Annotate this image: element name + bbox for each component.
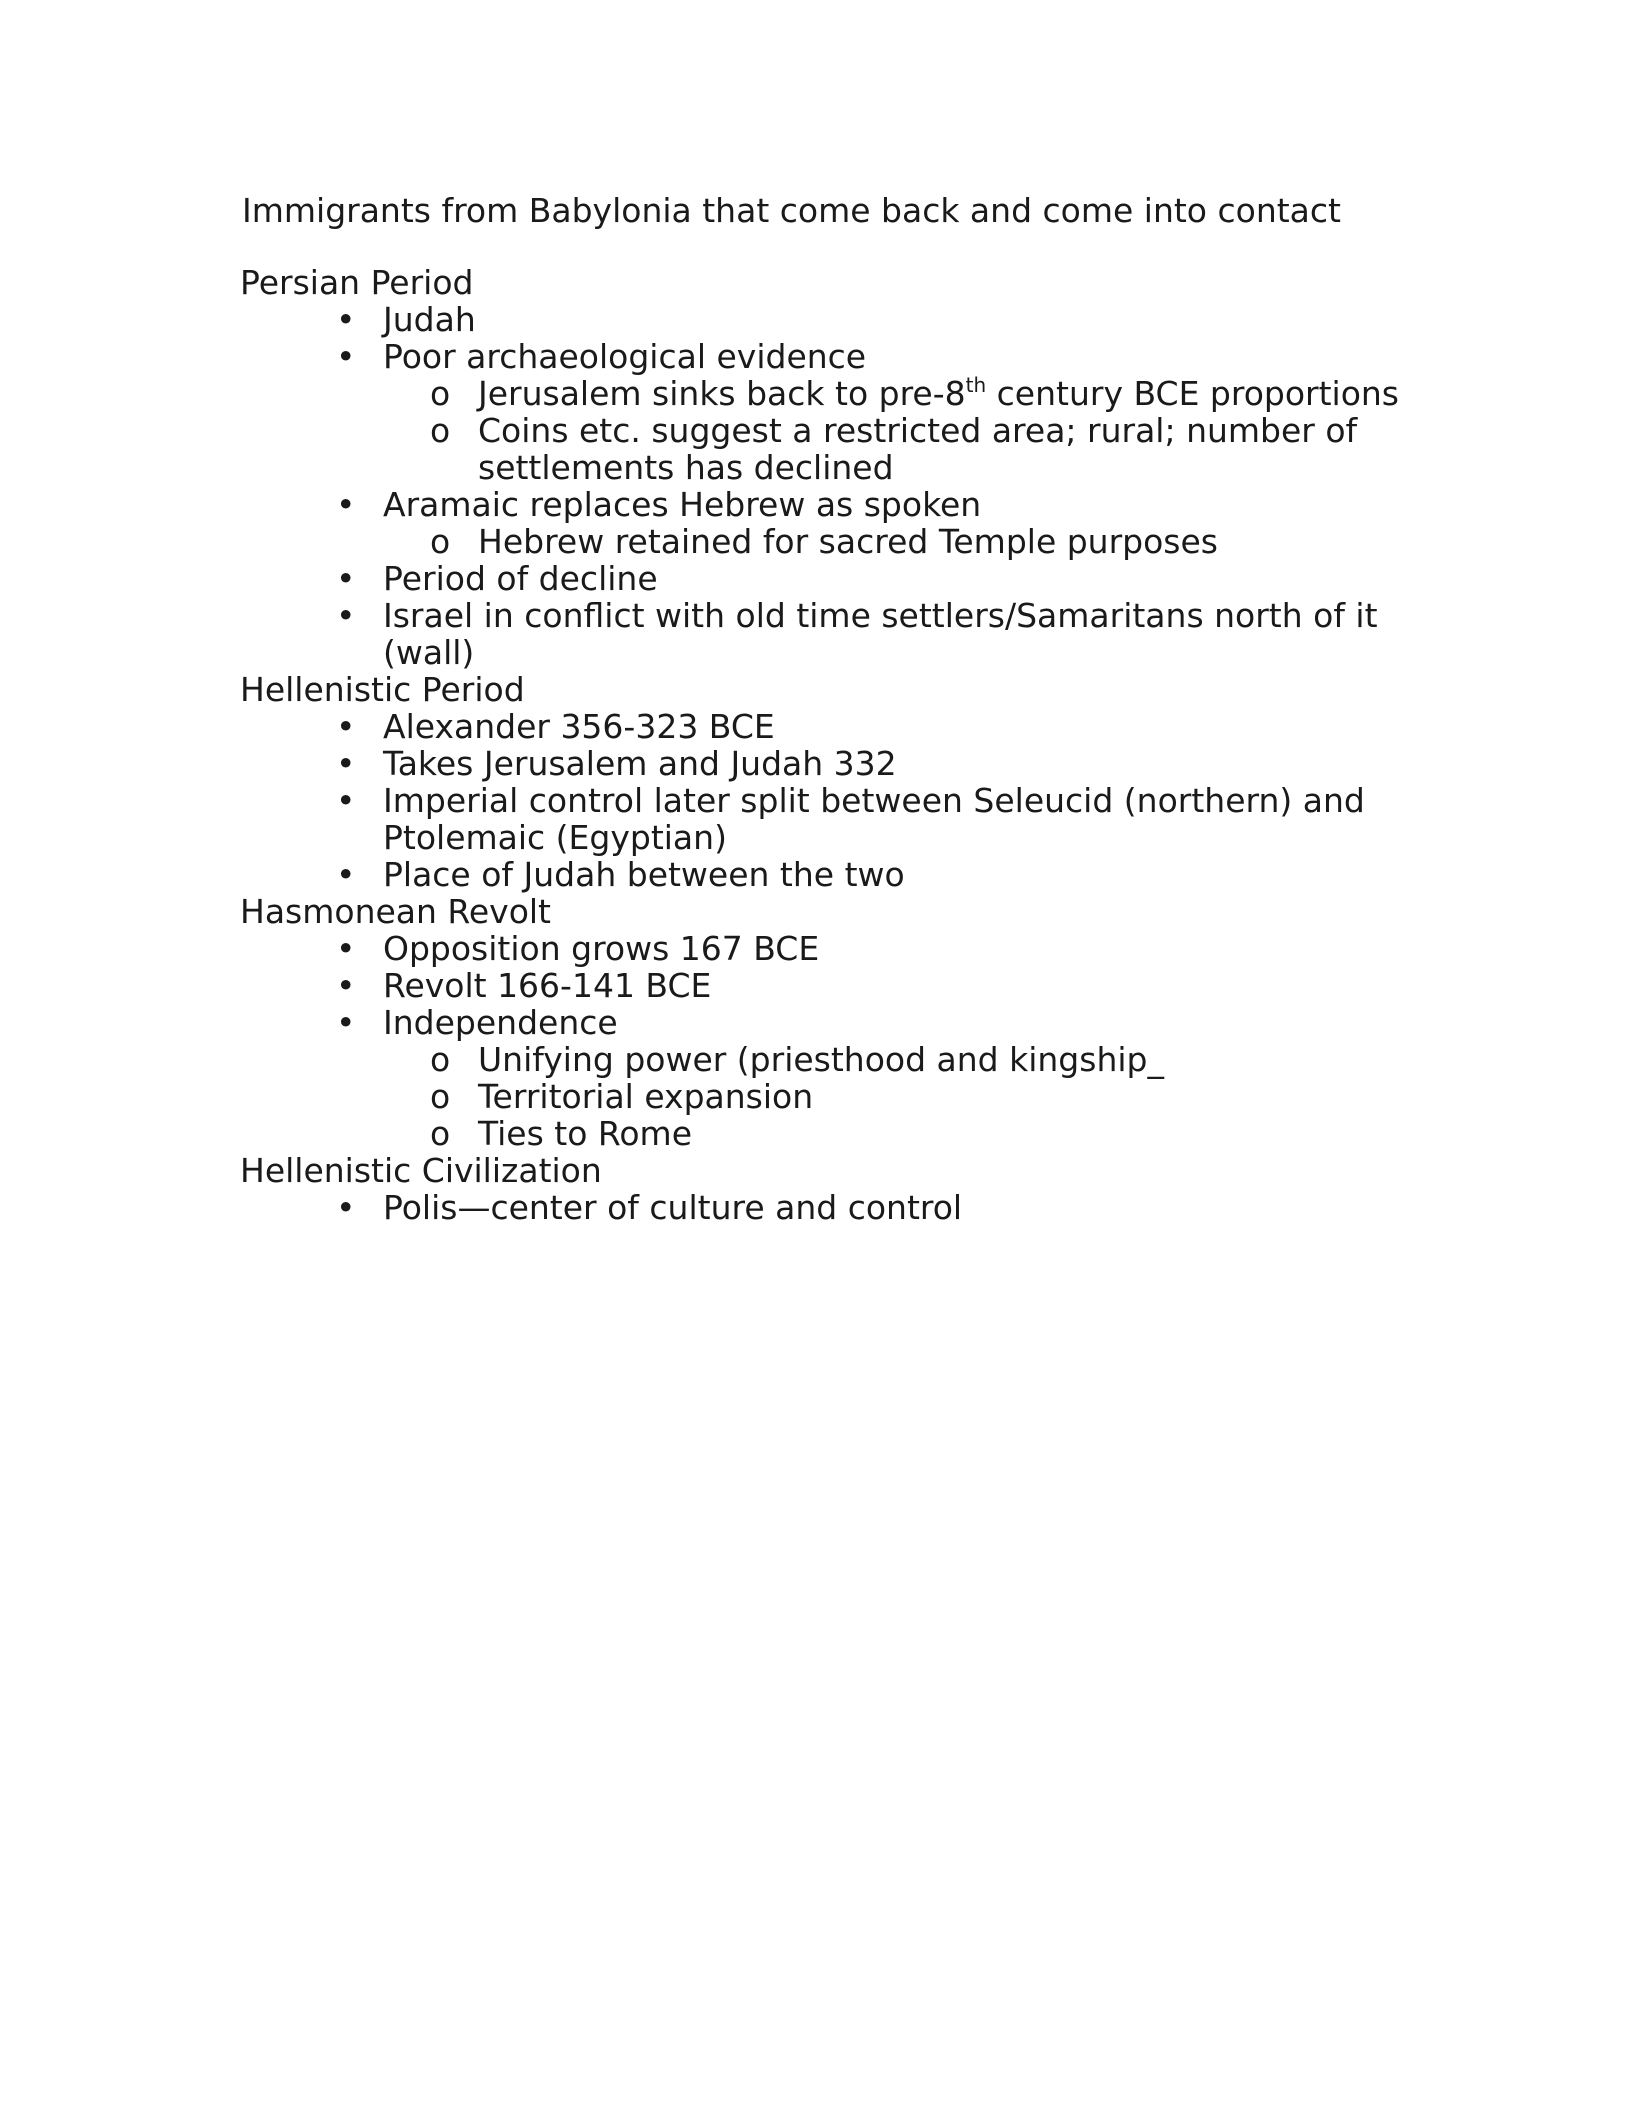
list-item (240, 930, 1400, 967)
bullet-icon: • (336, 596, 356, 635)
sub-list-item-text: century BCE proportions (986, 374, 1399, 413)
list-item (240, 338, 1400, 486)
bullet-icon: • (336, 337, 356, 376)
section-heading: Hellenistic Period (240, 670, 525, 709)
list-item-text: Imperial control later split between Seleucid (northern) and Ptolemaic (Egyptian) (383, 781, 1365, 857)
sub-list-item-text: Jerusalem sinks back to pre-8 (478, 374, 966, 413)
bullet-icon: • (336, 485, 356, 524)
document-body (240, 192, 1400, 1226)
list-item (240, 597, 1400, 671)
bullet-list (240, 301, 1400, 671)
bullet-icon: • (336, 966, 356, 1005)
list-item-text: Takes Jerusalem and Judah 332 (383, 744, 897, 783)
list-item (240, 1189, 1400, 1226)
sub-list-item-text: Territorial expansion (478, 1077, 814, 1116)
bullet-icon: • (336, 707, 356, 746)
sub-list-item (240, 375, 1400, 412)
list-item-text: Israel in conflict with old time settlers/Samaritans north of it (wall) (383, 596, 1378, 672)
sub-bullet-list (383, 375, 1400, 486)
sub-bullet-list (383, 1041, 1400, 1152)
list-item-text: Polis—center of culture and control (383, 1188, 963, 1227)
superscript: th (965, 373, 987, 397)
sub-list-item (240, 1115, 1400, 1152)
sub-bullet-icon: o (430, 1114, 451, 1153)
list-item-text: Revolt 166-141 BCE (383, 966, 712, 1005)
sub-bullet-icon: o (430, 411, 451, 450)
section-heading: Persian Period (240, 263, 474, 302)
bullet-list (240, 1189, 1400, 1226)
list-item (240, 708, 1400, 745)
bullet-icon: • (336, 300, 356, 339)
sub-bullet-icon: o (430, 522, 451, 561)
list-item (240, 560, 1400, 597)
list-item (240, 856, 1400, 893)
list-item-text: Aramaic replaces Hebrew as spoken (383, 485, 982, 524)
list-item-text: Independence (383, 1003, 618, 1042)
sub-list-item (240, 1041, 1400, 1078)
bullet-icon: • (336, 781, 356, 820)
sub-bullet-icon: o (430, 374, 451, 413)
sub-list-item (240, 412, 1400, 486)
list-item-text: Poor archaeological evidence (383, 337, 867, 376)
bullet-icon: • (336, 559, 356, 598)
sub-list-item (240, 523, 1400, 560)
list-item-text: Period of decline (383, 559, 658, 598)
sub-bullet-list (383, 523, 1400, 560)
list-item (240, 301, 1400, 338)
sub-list-item (240, 1078, 1400, 1115)
sub-list-item-text: Coins etc. suggest a restricted area; rural; number of settlements has declined (478, 411, 1358, 487)
bullet-icon: • (336, 1188, 356, 1227)
bullet-icon: • (336, 855, 356, 894)
list-item (240, 967, 1400, 1004)
list-item (240, 782, 1400, 856)
list-item (240, 745, 1400, 782)
list-item (240, 1004, 1400, 1152)
list-item-text: Alexander 356-323 BCE (383, 707, 775, 746)
section-heading: Hellenistic Civilization (240, 1151, 602, 1190)
bullet-list (240, 930, 1400, 1152)
list-item (240, 486, 1400, 560)
sub-list-item-text: Hebrew retained for sacred Temple purposes (478, 522, 1218, 561)
section-heading: Hasmonean Revolt (240, 892, 551, 931)
intro-line: Immigrants from Babylonia that come back and come into contact (242, 191, 1341, 230)
list-item-text: Judah (383, 300, 476, 339)
bullet-icon: • (336, 744, 356, 783)
sub-list-item-text: Unifying power (priesthood and kingship_ (478, 1040, 1164, 1079)
bullet-icon: • (336, 929, 356, 968)
bullet-icon: • (336, 1003, 356, 1042)
bullet-list (240, 708, 1400, 893)
list-item-text: Opposition grows 167 BCE (383, 929, 820, 968)
sub-bullet-icon: o (430, 1040, 451, 1079)
sub-list-item-text: Ties to Rome (478, 1114, 693, 1153)
sub-bullet-icon: o (430, 1077, 451, 1116)
list-item-text: Place of Judah between the two (383, 855, 905, 894)
